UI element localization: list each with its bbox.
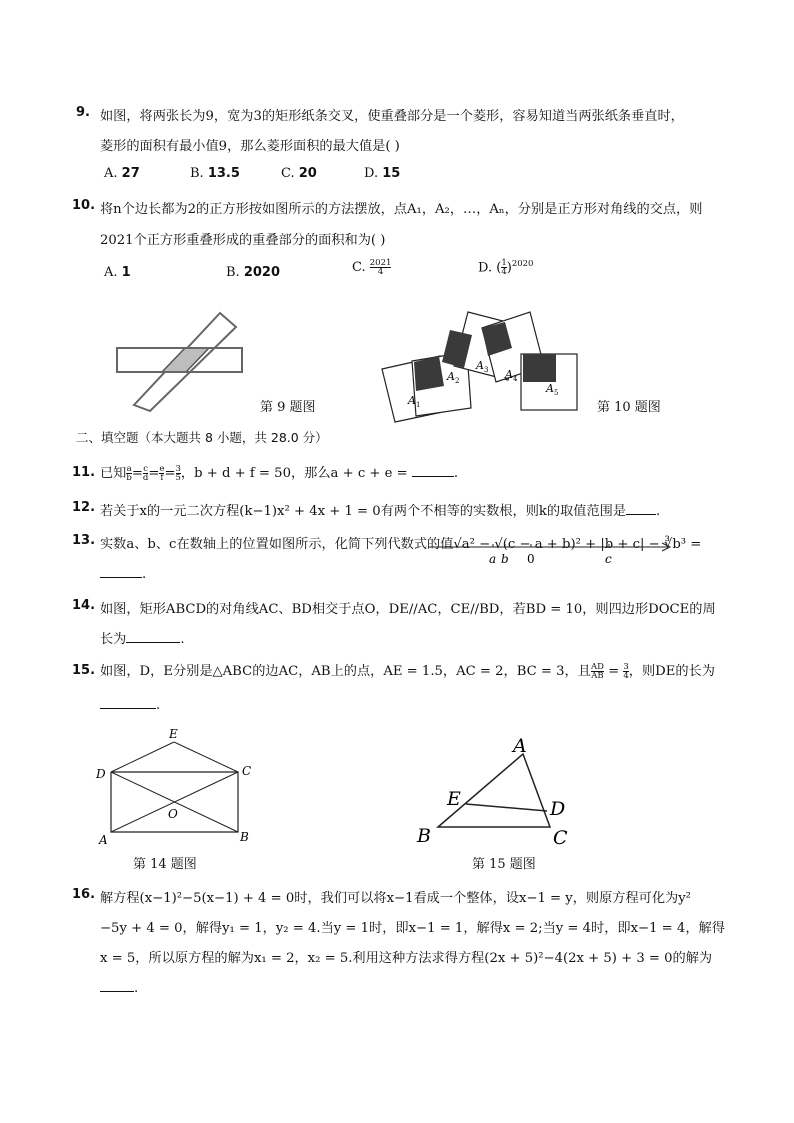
fig10-caption: 第 10 题图 <box>597 400 661 415</box>
fig15-label-b: B <box>417 825 431 847</box>
svg-text:2: 2 <box>455 377 460 385</box>
figure-14 <box>96 726 261 848</box>
q16-line2: −5y + 4 = 0，解得y₁ = 1，y₂ = 4.当y = 1时，即x−1 = 1，解得x = 2;当y = 4时，即x−1 = 4，解得 <box>100 921 725 936</box>
q9-option-b[interactable]: B. 13.5 <box>190 166 240 181</box>
figure-10 <box>378 306 583 416</box>
figure-15 <box>413 732 578 852</box>
q14-number: 14. <box>72 598 96 613</box>
q13-answer-line: . <box>100 565 146 582</box>
q9-line2: 菱形的面积有最小值9，那么菱形面积的最大值是( ) <box>100 139 400 154</box>
q10-option-a[interactable]: A. 1 <box>104 265 131 280</box>
fig14-caption: 第 14 题图 <box>133 857 197 872</box>
q13-axis-c: c <box>605 552 612 566</box>
svg-text:3: 3 <box>484 366 489 374</box>
q16-number: 16. <box>72 887 96 902</box>
fig10-label-a1: A <box>408 394 416 407</box>
q16-line1: 解方程(x−1)²−5(x−1) + 4 = 0时，我们可以将x−1看成一个整体，设x−1 = y，则原方程可化为y² <box>100 891 691 906</box>
q16-answer-blank[interactable] <box>100 979 134 992</box>
q14-line2: 长为 . <box>100 632 185 647</box>
fig10-label-a4: A <box>505 368 513 381</box>
q10-option-c[interactable]: C. $\frac{2021}{4}$ <box>352 258 392 277</box>
q13-axis-a: a <box>489 552 497 566</box>
fig14-ce <box>174 742 238 772</box>
fig10-label-a5: A <box>546 382 554 395</box>
fig10-overlap-1 <box>414 356 444 391</box>
svg-text:5: 5 <box>554 389 559 397</box>
q10-option-c-fraction: $\frac{2021}{4}$ <box>369 258 392 277</box>
fig14-de <box>111 742 174 772</box>
q10-number: 10. <box>72 198 96 213</box>
fig10-overlap-4 <box>523 354 556 382</box>
q16-line3: x = 5，所以原方程的解为x₁ = 2，x₂ = 5.利用这种方法求得方程(2x + 5)²−4(2x + 5) + 3 = 0的解为 <box>100 951 713 966</box>
q15-answer-line: . <box>100 696 160 713</box>
fig15-label-d: D <box>550 798 566 820</box>
fig10-label-a2: A <box>447 370 455 383</box>
q14-answer-blank[interactable] <box>126 630 180 643</box>
q12-number: 12. <box>72 500 96 515</box>
q10-line2: 2021个正方形重叠形成的重叠部分的面积和为( ) <box>100 233 386 248</box>
fig14-label-b: B <box>240 830 249 844</box>
q11-text: 已知 $\frac{a}{b}$ = $\frac{c}{d}$ = $\frac{e}{f}$ = $\frac{3}{5}$ ，b + d + f = 50，那么a + c + e = . <box>100 464 459 483</box>
q13-answer-blank[interactable] <box>100 565 142 578</box>
q13-text: 实数a、b、c在数轴上的位置如图所示，化简下列代数式的值√a² − √(c − a + b)² + |b + c| − ∛b³ = <box>100 537 702 552</box>
fig14-label-a: A <box>99 833 108 847</box>
q12-text: 若关于x的一元二次方程(k−1)x² + 4x + 1 = 0有两个不相等的实数根，则k的取值范围是 . <box>100 504 661 519</box>
fig9-caption: 第 9 题图 <box>260 400 316 415</box>
q15-number: 15. <box>72 663 96 678</box>
q12-answer-blank[interactable] <box>626 502 656 515</box>
fig10-label-a3: A <box>476 359 484 372</box>
q13-number-line <box>428 540 673 570</box>
fig15-label-c: C <box>553 827 568 849</box>
q9-number: 9. <box>76 105 90 120</box>
q9-option-a[interactable]: A. 27 <box>104 166 140 181</box>
q9-line1: 如图，将两张长为9，宽为3的矩形纸条交叉，使重叠部分是一个菱形，容易知道当两张纸条垂直时， <box>100 109 684 124</box>
fig14-label-d: D <box>96 767 106 781</box>
q10-option-d-fraction: $\frac{1}{4}$ <box>501 258 507 278</box>
fig15-caption: 第 15 题图 <box>472 857 536 872</box>
fig14-label-e: E <box>169 727 178 741</box>
q13-number: 13. <box>72 533 96 548</box>
fig15-label-a: A <box>513 735 527 757</box>
q10-line1: 将n个边长都为2的正方形按如图所示的方法摆放，点A₁，A₂，…，Aₙ，分别是正方形对角线的交点，则 <box>100 202 703 217</box>
section-2-heading: 二、填空题（本大题共 8 小题，共 28.0 分） <box>76 430 328 445</box>
fig15-segment-de <box>466 804 547 811</box>
svg-text:4: 4 <box>513 375 518 383</box>
q11-answer-blank[interactable] <box>412 464 454 477</box>
svg-text:1: 1 <box>416 401 421 409</box>
q15-text: 如图，D，E分别是△ABC的边AC，AB上的点，AE = 1.5，AC = 2，BC = 3，且 $\frac{AD}{AB}$ = $\frac{3}{4}$ ，则DE的长为 <box>100 662 715 681</box>
fig15-label-e: E <box>447 788 461 810</box>
q16-answer-line: . <box>100 979 138 996</box>
q14-line1: 如图，矩形ABCD的对角线AC、BD相交于点O，DE//AC，CE//BD，若BD = 10，则四边形DOCE的周 <box>100 602 716 617</box>
q11-number: 11. <box>72 465 96 480</box>
figure-9 <box>110 305 250 415</box>
q9-option-c[interactable]: C. 20 <box>281 166 317 181</box>
q13-axis-zero: 0 <box>527 552 535 566</box>
fig14-label-c: C <box>242 764 252 778</box>
fig14-label-o: O <box>168 807 178 821</box>
q13-axis-b: b <box>501 552 509 566</box>
q10-option-d[interactable]: D. ( $\frac{1}{4}$ )$^{2020}$ <box>478 258 534 278</box>
q9-option-d[interactable]: D. 15 <box>364 166 401 181</box>
q15-answer-blank[interactable] <box>100 696 156 709</box>
q10-option-b[interactable]: B. 2020 <box>226 265 281 280</box>
